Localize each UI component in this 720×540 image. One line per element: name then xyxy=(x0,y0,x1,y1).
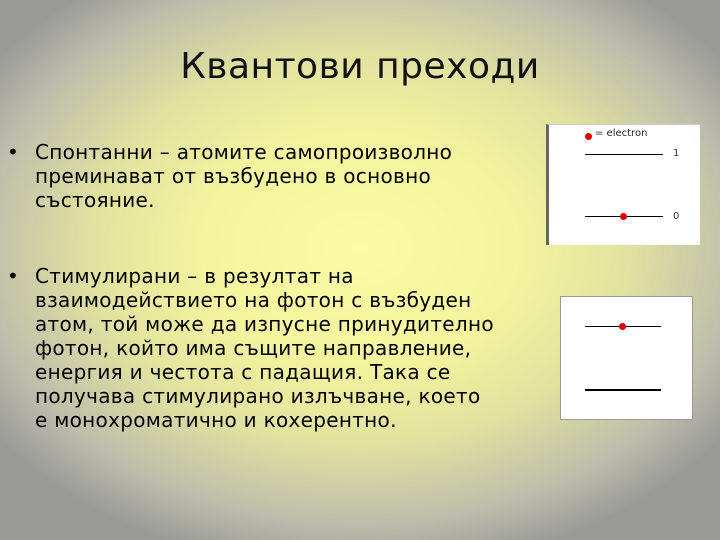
energy-level-upper-label: 1 xyxy=(673,148,680,159)
bullet-line: фотон, който има същите направление, xyxy=(35,336,472,360)
bullet-line: атом, той може да изпусне принудително xyxy=(35,312,494,336)
energy-level-upper xyxy=(585,154,663,155)
bullet-stimulated xyxy=(7,264,545,432)
slide-title: Квантови преходи xyxy=(180,46,540,87)
bullet-line: взаимодействието на фотон с възбуден xyxy=(35,288,472,312)
bullet-line: енергия и честота с падащия. Така се xyxy=(35,360,451,384)
bullet-line: Стимулирани – в резултат на xyxy=(35,264,354,288)
bullet-marker: • xyxy=(7,140,20,164)
stimulated-emission-diagram xyxy=(560,296,693,420)
bullet-marker: • xyxy=(7,264,20,288)
energy-level-lower xyxy=(585,389,661,391)
energy-level-lower-label: 0 xyxy=(673,211,680,222)
bullet-line: състояние. xyxy=(35,188,155,212)
bullet-line: получава стимулирано излъчване, което xyxy=(35,384,481,408)
bullet-line: Спонтанни – атомите самопроизволно xyxy=(35,140,453,164)
electron-dot xyxy=(620,213,627,220)
electron-dot xyxy=(619,323,626,330)
bullet-line: преминават от възбудено в основно xyxy=(35,164,432,188)
electron-legend-label: = electron xyxy=(595,128,648,139)
electron-legend-dot xyxy=(585,133,592,140)
spontaneous-emission-diagram xyxy=(546,124,700,245)
bullet-spontaneous xyxy=(7,140,535,212)
bullet-line: е монохроматично и кохерентно. xyxy=(35,408,397,432)
